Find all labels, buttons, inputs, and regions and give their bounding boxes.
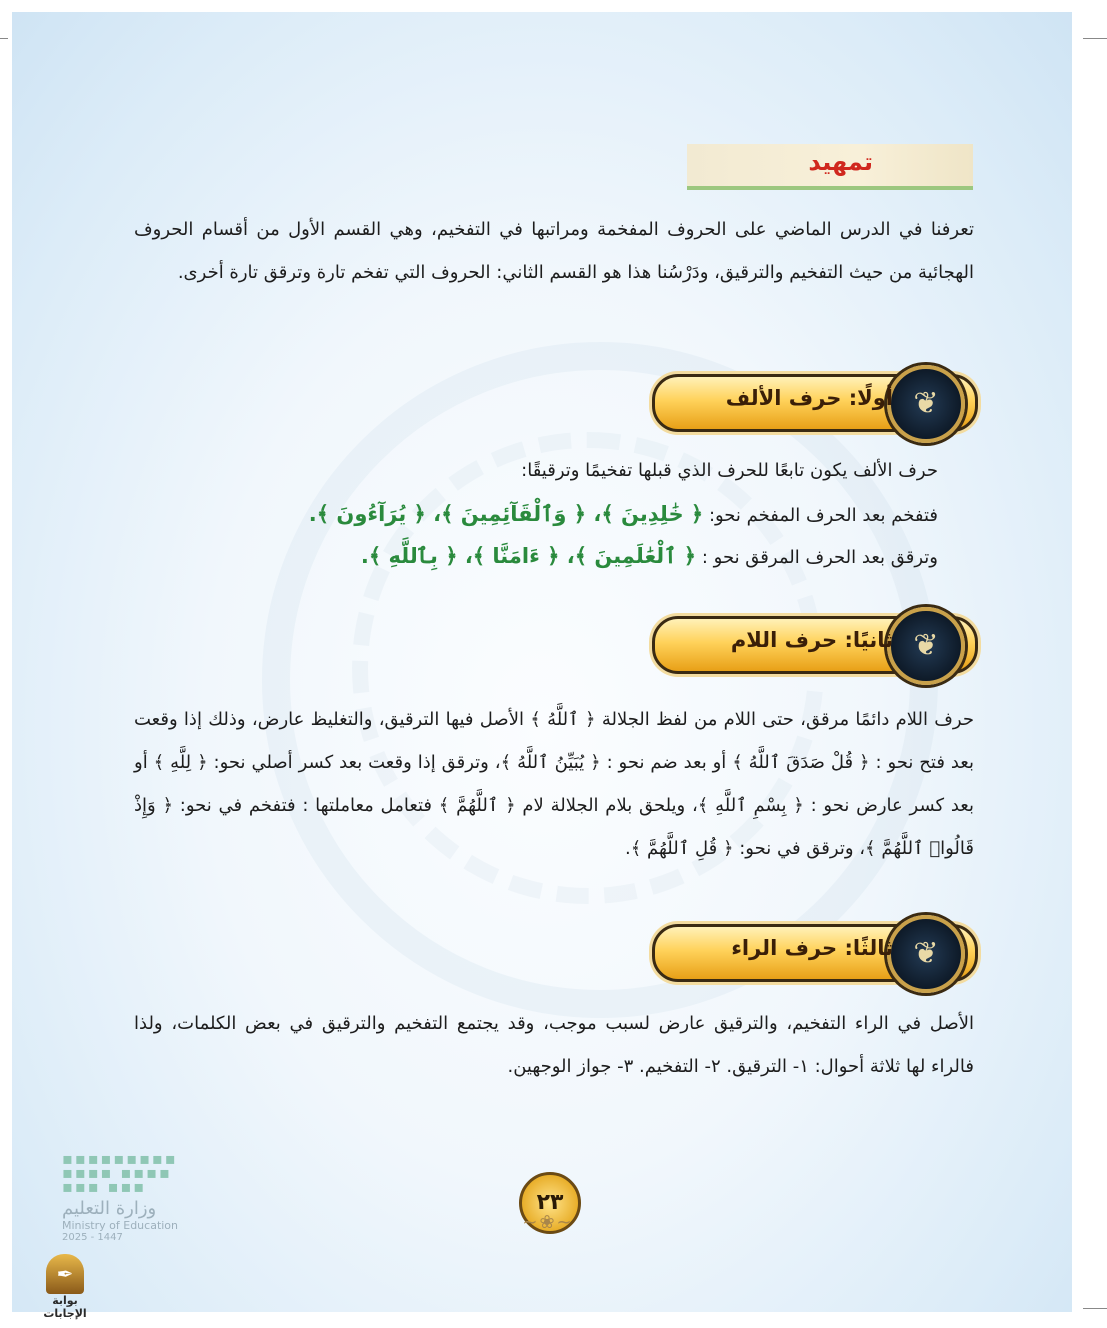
intro-header-band [687,144,973,190]
section-title-alif: أولًا: حرف الألف [725,386,893,410]
section-badge-ra [652,924,978,982]
section-title-lam: ثانيًا: حرف اللام [730,628,893,652]
page-number: ٢٣ [519,1172,581,1234]
alif-tarqiq-line [361,544,938,568]
section-badge-alif [652,374,978,432]
alif-tarqiq-examples: ﴿ ٱلْعَٰلَمِينَ ﴾، ﴿ ءَامَنَّا ﴾، ﴿ بِٱللَّهِ ﴾. [360,544,697,568]
grape-leaf-medallion-icon: ❦ [887,607,965,685]
textbook-page [12,12,1072,1312]
intro-paragraph: تعرفنا في الدرس الماضي على الحروف المفخمة ومراتبها في التفخيم، وهي القسم الأول من أقسام الحروف الهجائية من حيث التفخيم والترقيق، ودَرْسُنا هذا هو القسم الثاني: الحروف التي تفخم تارة وترقق تارة أخرى. [134,219,974,283]
ra-paragraph: الأصل في الراء التفخيم، والترقيق عارض لسبب موجب، وقد يجتمع التفخيم والترقيق في بعض الكلمات، ولذا فالراء لها ثلاثة أحوال: ١- الترقيق. ٢- التفخيم. ٣- جواز الوجهين. [134,1013,974,1077]
site-logo-label: بوابة الإجابات [43,1294,87,1320]
ministry-name-en: Ministry of Education [62,1219,179,1232]
section-badge-lam [652,616,978,674]
alif-tafkhim-examples: ﴿ خَٰلِدِينَ ﴾، ﴿ وَٱلْقَآئِمِينَ ﴾، ﴿ يُرَآءُونَ ﴾. [308,502,704,526]
intro-title: تمهيد [808,148,873,176]
ministry-dots-icon: ▪▪▪▪▪▪▪▪▪ ▪▪▪▪ ▪▪▪▪ ▪▪▪ ▪▪▪ [62,1149,178,1196]
page-number-ornament: ~❀~ [522,1212,574,1233]
pen-nib-icon: ✒ [46,1254,84,1294]
section-title-ra: ثالثًا: حرف الراء [731,936,893,960]
grape-leaf-medallion-icon: ❦ [887,365,965,443]
ministry-logo [62,1149,222,1243]
alif-tafkhim-label: فتفخم بعد الحرف المفخم نحو: [708,505,938,526]
site-logo [30,1254,100,1322]
grape-leaf-medallion-icon: ❦ [887,915,965,993]
alif-intro-line: حرف الألف يكون تابعًا للحرف الذي قبلها تفخيمًا وترقيقًا: [521,460,938,481]
alif-tarqiq-label: وترقق بعد الحرف المرقق نحو : [701,547,938,568]
lam-paragraph: حرف اللام دائمًا مرقق، حتى اللام من لفظ الجلالة ﴿ ٱللَّهُ ﴾ الأصل فيها الترقيق، والتغليظ عارض، وذلك إذا وقعت بعد فتح نحو : ﴿ قُلْ صَدَقَ ٱللَّهُ ﴾ أو بعد ضم نحو : ﴿ يُبَيِّنُ ٱللَّهُ ﴾، وترقق إذا وقعت بعد كسر أصلي نحو: ﴿ لِلَّهِ ﴾ أو بعد كسر عارض نحو : ﴿ بِسْمِ ٱللَّهِ ﴾، ويلحق بلام الجلالة لام ﴿ ٱللَّهُمَّ ﴾ فتعامل معاملتها : فتفخم في نحو: ﴿ وَإِذْ قَالُوا۟ ٱللَّهُمَّ ﴾، وترقق في نحو: ﴿ قُلِ ٱللَّهُمَّ ﴾. [134,709,974,859]
ministry-year: 2025 - 1447 [62,1232,123,1243]
ministry-name-ar: وزارة التعليم [62,1198,157,1219]
alif-tafkhim-line [309,502,938,526]
